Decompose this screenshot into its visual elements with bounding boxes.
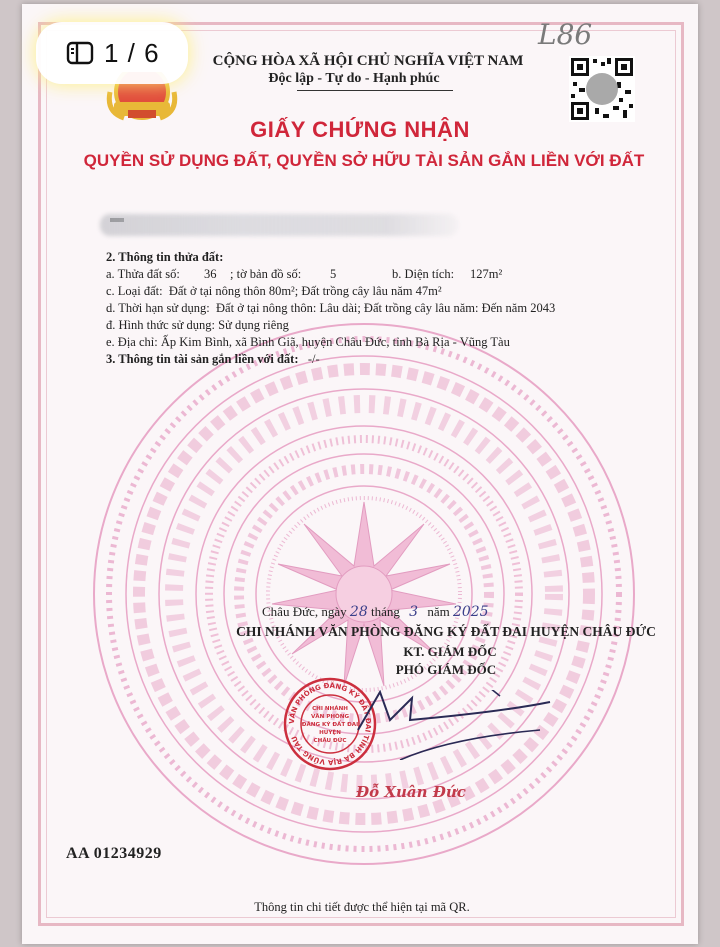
signing-day: 28 xyxy=(349,604,368,620)
assets-value: -/- xyxy=(307,352,320,366)
land-info-row-address xyxy=(106,335,510,350)
seal-ring-text: VĂN PHÒNG ĐĂNG KÝ ĐẤT ĐAI TỈNH BÀ RỊA VŨNG TÀU xyxy=(287,681,373,767)
seal-line-3: ĐĂNG KÝ ĐẤT ĐAI xyxy=(301,722,359,728)
address-label: e. Địa chỉ: xyxy=(106,335,158,349)
area-label: b. Diện tích: xyxy=(392,267,455,281)
seal-line-5: CHÂU ĐỨC xyxy=(313,738,347,744)
deputy-director-title: PHÓ GIÁM ĐỐC xyxy=(395,662,497,677)
usage-form-value: Sử dụng riêng xyxy=(218,318,289,332)
year-label: năm xyxy=(427,604,450,619)
seal-line-2: VĂN PHÒNG xyxy=(310,714,350,720)
seal-line-4: HUYỆN xyxy=(319,730,341,736)
redacted-owner-info xyxy=(100,214,458,236)
serial-number: AA 01234929 xyxy=(66,845,162,862)
land-info-row-d xyxy=(106,301,555,316)
month-label: tháng xyxy=(371,604,400,619)
parcel-number: 36 xyxy=(204,267,217,281)
area-value: 127m² xyxy=(470,267,503,281)
land-info-row-form xyxy=(106,318,289,333)
qr-note: Thông tin chi tiết được thể hiện tại mã QR. xyxy=(254,900,470,914)
signer-name: Đỗ Xuân Đức xyxy=(356,783,466,801)
national-motto: Độc lập - Tự do - Hạnh phúc xyxy=(268,71,440,86)
signing-place: Châu Đức, ngày xyxy=(262,604,347,619)
certificate-page xyxy=(22,4,698,944)
handwritten-number xyxy=(534,14,594,52)
land-type-label: c. Loại đất: xyxy=(106,284,163,298)
page-indicator[interactable] xyxy=(36,22,188,84)
address-value: Ấp Kim Bình, xã Bình Giã, huyện Châu Đức, tỉnh Bà Rịa - Vũng Tàu xyxy=(160,335,510,349)
kt-director: KT. GIÁM ĐỐC xyxy=(403,644,497,659)
certificate-subtitle: QUYỀN SỬ DỤNG ĐẤT, QUYỀN SỞ HỮU TÀI SẢN GẮN LIỀN VỚI ĐẤT xyxy=(83,151,645,170)
signing-year: 2025 xyxy=(452,604,489,620)
land-info-row-a xyxy=(106,267,626,283)
map-sheet-number: 5 xyxy=(330,267,337,281)
usage-form-label: đ. Hình thức sử dụng: xyxy=(106,318,216,332)
page-counter: 1 / 6 xyxy=(104,37,160,68)
land-info-row-c xyxy=(106,284,442,299)
usage-term-value: Đất ở tại nông thôn: Lâu dài; Đất trồng cây lâu năm: Đến năm 2043 xyxy=(216,301,556,315)
land-type-value: Đất ở tại nông thôn 80m²; Đất trồng cây lâu năm 47m² xyxy=(168,284,442,298)
signing-month: 3 xyxy=(409,604,419,620)
certificate-title: GIẤY CHỨNG NHẬN xyxy=(250,117,470,142)
handwritten-number-text: L86 xyxy=(538,18,593,51)
seal-line-1: CHI NHÁNH xyxy=(312,706,348,712)
issuing-office: CHI NHÁNH VĂN PHÒNG ĐĂNG KÝ ĐẤT ĐAI HUYỆN CHÂU ĐỨC xyxy=(236,624,656,639)
sidebar-panel-icon xyxy=(66,41,94,65)
usage-term-label: d. Thời hạn sử dụng: xyxy=(106,301,210,315)
signature xyxy=(350,690,560,760)
motto-underline xyxy=(297,90,453,91)
land-info-heading: 2. Thông tin thửa đất: xyxy=(106,250,224,264)
assets-label: 3. Thông tin tài sản gắn liền với đất: xyxy=(106,352,299,366)
map-sheet-label: ; tờ bản đồ số: xyxy=(230,267,302,281)
parcel-label: a. Thửa đất số: xyxy=(106,267,180,281)
country-name: CỘNG HÒA XÃ HỘI CHỦ NGHĨA VIỆT NAM xyxy=(212,53,524,69)
assets-row xyxy=(106,352,320,367)
signing-date xyxy=(262,604,489,620)
qr-code xyxy=(569,56,635,122)
